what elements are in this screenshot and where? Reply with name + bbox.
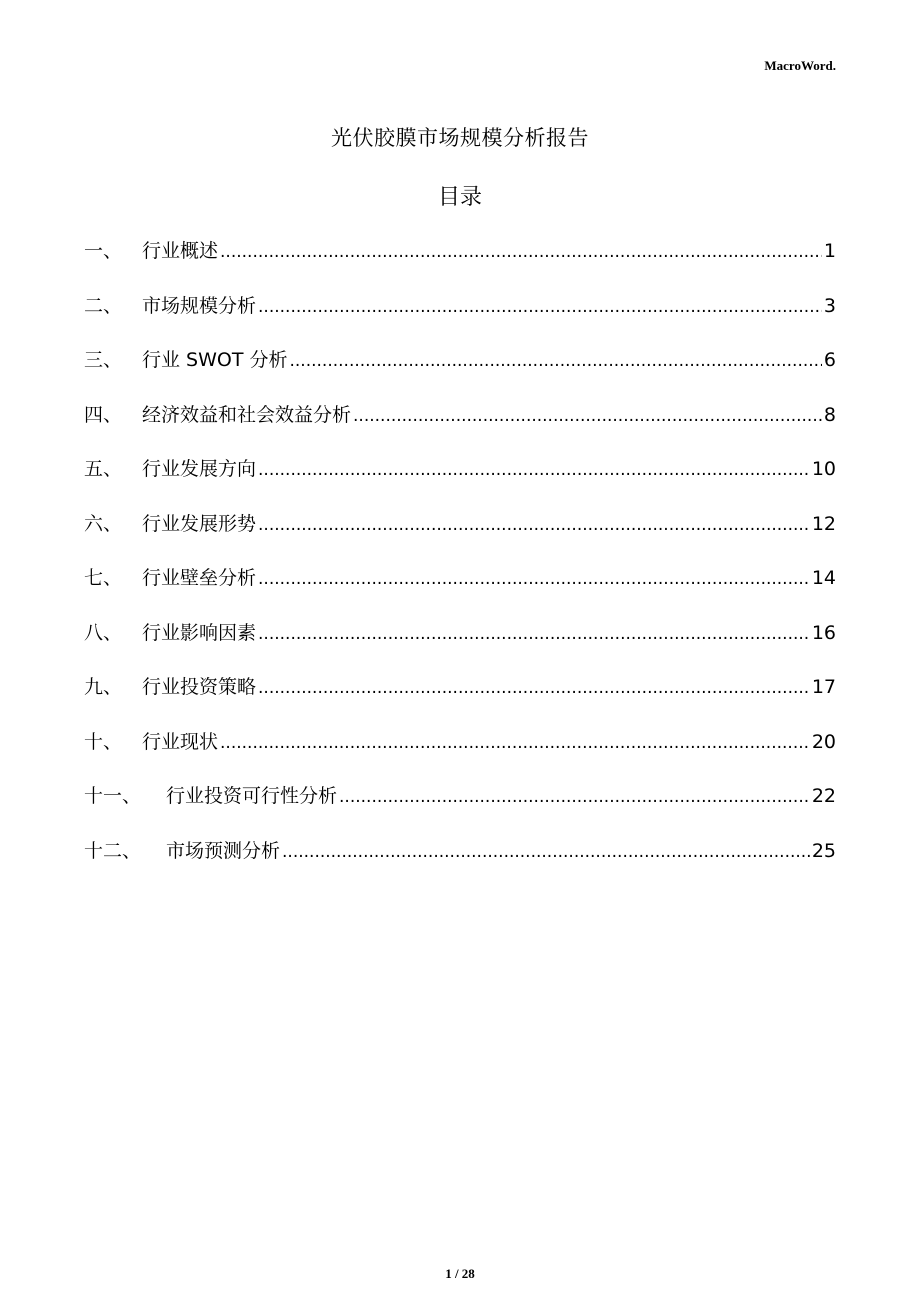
toc-entry-label: 行业影响因素 [142,621,257,644]
toc-entry-label: 市场预测分析 [166,839,281,862]
toc-entry-label: 行业发展形势 [142,512,257,535]
toc-entry-page: 20 [811,730,836,753]
toc-entry-page: 10 [811,458,836,480]
toc-entry-number: 一、 [84,240,123,262]
toc-entry-page: 1 [823,240,836,262]
document-title: 光伏胶膜市场规模分析报告 [331,126,589,150]
toc-leader-dots [258,458,810,480]
toc-entry-12[interactable] [84,836,836,891]
toc-leader-dots [282,840,810,862]
table-of-contents [84,236,836,890]
toc-entry-4[interactable] [84,400,836,455]
toc-entry-10[interactable] [84,727,836,782]
page-indicator: 1 / 28 [445,1266,475,1281]
toc-entry-page: 17 [811,676,836,698]
toc-entry-number: 十、 [84,730,123,753]
toc-entry-page: 12 [811,512,836,535]
toc-leader-dots [339,785,810,807]
toc-entry-6[interactable] [84,509,836,564]
toc-entry-number: 三、 [84,349,123,371]
toc-entry-number: 九、 [84,676,123,698]
toc-entry-number: 十一、 [84,785,142,807]
toc-entry-11[interactable] [84,781,836,836]
toc-entry-page: 6 [823,349,836,371]
toc-leader-dots [220,731,810,753]
toc-entry-label: 行业发展方向 [142,458,257,480]
toc-entry-label: 行业投资可行性分析 [166,785,338,807]
toc-entry-5[interactable] [84,454,836,509]
toc-entry-number: 八、 [84,621,123,644]
toc-entry-7[interactable] [84,563,836,618]
toc-entry-2[interactable] [84,291,836,346]
toc-entry-number: 七、 [84,567,123,589]
toc-entry-label: 行业投资策略 [142,676,257,698]
toc-entry-number: 十二、 [84,839,142,862]
toc-entry-label: 行业现状 [142,730,219,753]
toc-entry-3[interactable] [84,345,836,400]
toc-entry-label: 行业概述 [142,240,219,262]
header-brand: MacroWord. [764,58,836,73]
toc-heading: 目录 [437,185,482,210]
toc-leader-dots [353,404,822,426]
toc-entry-page: 14 [811,567,836,589]
toc-entry-page: 8 [823,403,836,426]
toc-leader-dots [258,622,810,644]
toc-entry-number: 四、 [84,403,123,426]
toc-entry-page: 3 [823,294,836,317]
toc-entry-page: 22 [811,785,836,807]
toc-entry-page: 16 [811,621,836,644]
toc-leader-dots [258,567,810,589]
toc-entry-number: 六、 [84,512,123,535]
toc-leader-dots [258,513,810,535]
toc-leader-dots [290,349,822,371]
toc-leader-dots [258,676,810,698]
toc-entry-number: 二、 [84,294,123,317]
toc-entry-page: 25 [811,839,836,862]
toc-leader-dots [258,295,822,317]
toc-leader-dots [220,240,822,262]
toc-entry-9[interactable] [84,672,836,727]
toc-entry-label: 行业壁垒分析 [142,567,257,589]
toc-entry-label: 行业 SWOT 分析 [142,349,288,371]
toc-entry-label: 市场规模分析 [142,294,257,317]
toc-entry-8[interactable] [84,618,836,673]
toc-entry-label: 经济效益和社会效益分析 [142,403,352,426]
toc-entry-number: 五、 [84,458,123,480]
toc-entry-1[interactable] [84,236,836,291]
